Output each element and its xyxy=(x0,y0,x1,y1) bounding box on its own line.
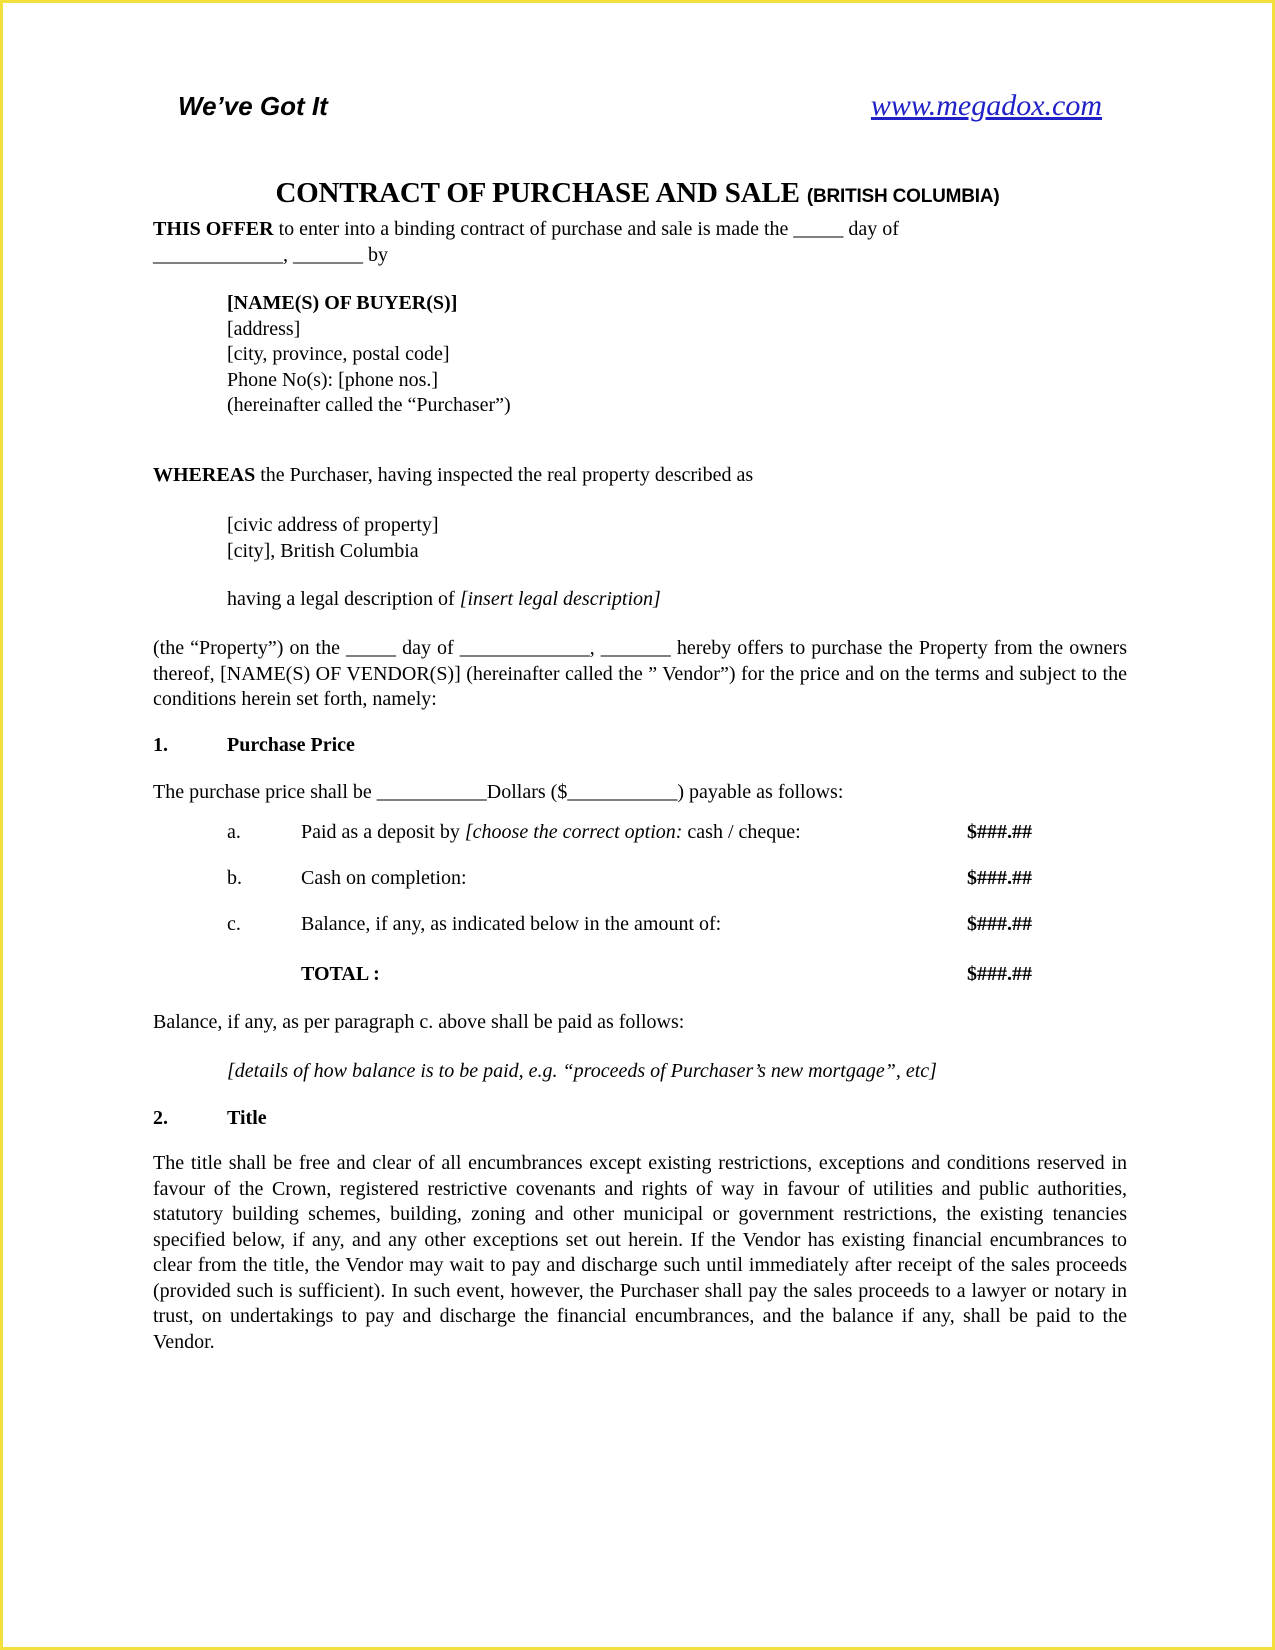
buyer-phone: Phone No(s): [phone nos.] xyxy=(227,368,439,391)
website-link[interactable]: www.megadox.com xyxy=(870,89,1102,122)
offer-paragraph xyxy=(153,217,1127,268)
property-city: [city], British Columbia xyxy=(227,539,419,562)
balance-details: [details of how balance is to be paid, e.g. “proceeds of Purchaser’s new mortgage”, etc] xyxy=(227,1060,937,1082)
item-letter: a. xyxy=(227,821,241,843)
title-paragraph: The title shall be free and clear of all encumbrances except existing restrictions, exceptions and conditions reserved in favour of the Crown, registered restrictive covenants and rights of way in favour of utilities and public authorities, statutory building schemes, building, zoning and other municipal or government restrictions, the existing tenancies specified below, if any, and any other exceptions set out herein. If the Vendor has existing financial encumbrances to clear from the title, the Vendor may wait to pay and discharge such until immediately after receipt of the sales proceeds (provided such is sufficient). In such event, however, the Purchaser shall pay the sales proceeds to a lawyer or notary in trust, on undertakings to pay and discharge the financial encumbrances, and the balance if any, shall be paid to the Vendor. xyxy=(153,1152,1127,1353)
section2-number: 2. xyxy=(153,1107,168,1129)
section1-number: 1. xyxy=(153,734,168,756)
item-letter: c. xyxy=(227,913,241,935)
property-block xyxy=(227,513,439,564)
buyer-city: [city, province, postal code] xyxy=(227,343,450,365)
total-label: TOTAL : xyxy=(301,963,380,985)
section2-heading: Title xyxy=(227,1107,267,1129)
property-civic: [civic address of property] xyxy=(227,514,439,536)
item-text-tail: cash / cheque: xyxy=(682,821,801,843)
item-text xyxy=(301,821,801,844)
item-text: Balance, if any, as indicated below in the amount of: xyxy=(301,913,722,935)
item-text-italic: [choose the correct option: xyxy=(464,821,683,843)
buyer-name: [NAME(S) OF BUYER(S)] xyxy=(227,292,458,314)
item-text: Cash on completion: xyxy=(301,867,467,889)
property-paragraph: (the “Property”) on the _____ day of _____________, _______ hereby offers to purchase the Property from the owners thereof, [NAME(S) OF VENDOR(S)] (hereinafter called the ” Vendor”) for the price and on the terms and subject to the conditions herein set forth, namely: xyxy=(153,637,1127,710)
legal-text: having a legal description of xyxy=(227,588,460,610)
offer-line2: _____________, _______ by xyxy=(153,243,388,266)
legal-description xyxy=(227,587,661,613)
item-amount: $###.## xyxy=(967,913,1032,935)
total-amount: $###.## xyxy=(967,963,1032,985)
buyer-block xyxy=(227,291,511,419)
legal-placeholder: [insert legal description] xyxy=(459,588,661,610)
title-sub: (BRITISH COLUMBIA) xyxy=(806,186,1000,207)
item-text-lead: Paid as a deposit by xyxy=(301,821,465,843)
offer-line1: to enter into a binding contract of purchase and sale is made the _____ day of xyxy=(273,218,899,240)
purchase-price-intro: The purchase price shall be ___________Dollars ($___________) payable as follows: xyxy=(153,781,844,803)
buyer-called: (hereinafter called the “Purchaser”) xyxy=(227,394,511,416)
section1-heading: Purchase Price xyxy=(227,734,355,756)
whereas-lead: WHEREAS xyxy=(153,464,256,486)
offer-lead: THIS OFFER xyxy=(153,218,274,240)
whereas-line xyxy=(153,463,1127,489)
balance-intro: Balance, if any, as per paragraph c. above shall be paid as follows: xyxy=(153,1011,685,1033)
whereas-rest: the Purchaser, having inspected the real property described as xyxy=(255,464,754,486)
item-amount: $###.## xyxy=(967,821,1032,843)
item-letter: b. xyxy=(227,867,242,889)
brand-text: We’ve Got It xyxy=(178,91,328,121)
title-main: CONTRACT OF PURCHASE AND SALE xyxy=(275,177,800,209)
buyer-address: [address] xyxy=(227,317,301,340)
document-title xyxy=(3,177,1272,210)
document-page xyxy=(3,3,1272,1647)
item-amount: $###.## xyxy=(967,867,1032,889)
